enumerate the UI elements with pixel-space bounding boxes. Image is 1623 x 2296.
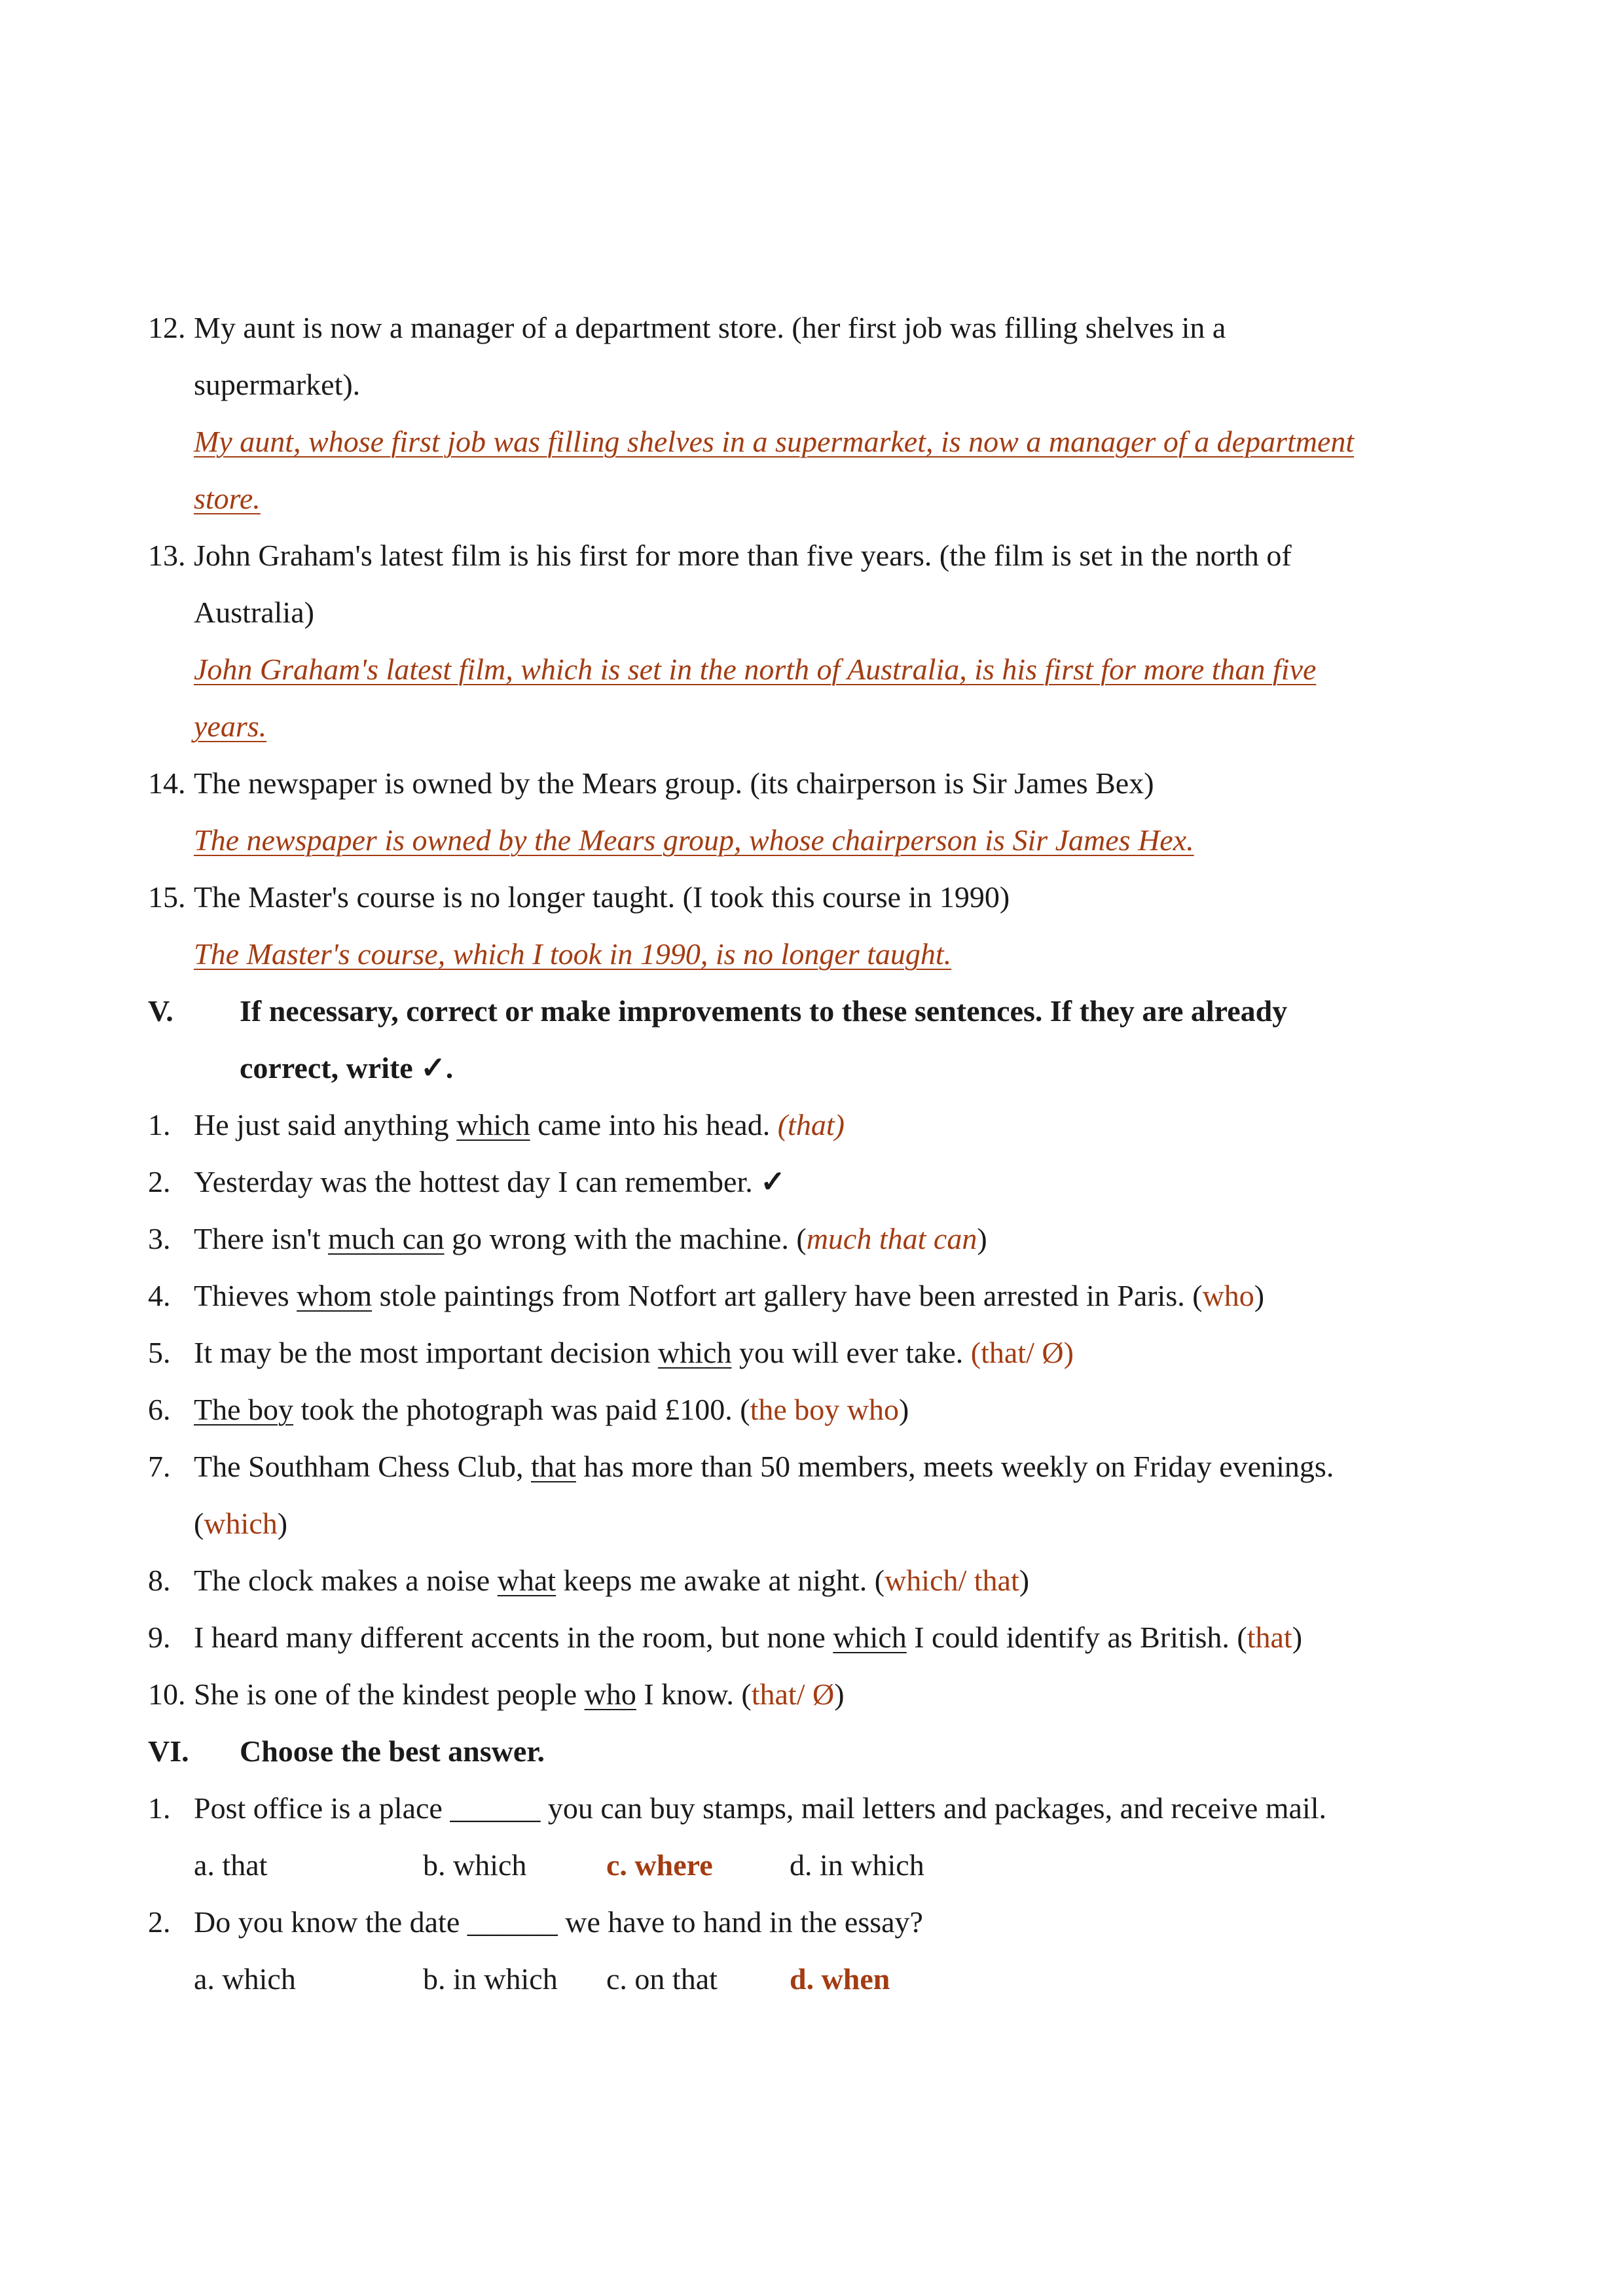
item-number: 2. [148,1905,171,1939]
item-text: came into his head. [530,1108,778,1141]
item-text: has more than 50 members, meets weekly on Friday evenings. [575,1450,1334,1483]
question-number: 15. [148,880,186,914]
option-a: a. which [194,1962,296,1996]
question-text: John Graham's latest film is his first for more than five years. (the film is set in the north of [194,539,1292,572]
correction-answer: which [204,1507,278,1540]
answer-12-line-1: My aunt, whose first job was filling shelves in a supermarket, is now a manager of a department [194,425,1355,458]
item-text: ) [898,1393,909,1426]
question-text: The Master's course is no longer taught. (I took this course in 1990) [194,880,1010,914]
option-c-correct: c. where [606,1848,713,1882]
item-text: The clock makes a noise [194,1564,498,1597]
correction-item-3 [148,1222,987,1255]
item-number: 10. [148,1677,186,1711]
underlined-word: The boy [194,1393,294,1426]
question-14-line-1 [148,766,1154,800]
item-text: ) [1292,1621,1303,1654]
item-number: 7. [148,1450,171,1483]
item-text: ) [1019,1564,1030,1597]
item-text: I know. ( [636,1677,752,1711]
question-number: 12. [148,311,186,344]
item-text: ) [977,1222,987,1255]
item-number: 1. [148,1791,171,1825]
check-mark-icon: ✓ [760,1165,786,1198]
question-number: 13. [148,539,186,572]
item-number: 9. [148,1621,171,1654]
item-text: ( [194,1507,204,1540]
correction-item-4 [148,1279,1265,1312]
item-number: 3. [148,1222,171,1255]
correction-item-5 [148,1336,1074,1369]
item-text: ) [277,1507,288,1540]
item-text: ) [1254,1279,1265,1312]
section-vi-heading [148,1734,545,1768]
correction-answer: much that can [806,1222,977,1255]
answer-12-line-2: store. [194,482,261,515]
correction-answer: which/ that [884,1564,1019,1597]
item-text: He just said anything [194,1108,457,1141]
question-text: My aunt is now a manager of a department store. (her first job was filling shelves in a [194,311,1226,344]
question-15-line-1 [148,880,1010,914]
item-text: There isn't [194,1222,329,1255]
correction-answer: who [1202,1279,1254,1312]
option-d: d. in which [790,1848,924,1882]
item-number: 4. [148,1279,171,1312]
mc-question-2 [148,1905,923,1939]
underlined-word: whom [297,1279,373,1312]
question-13-line-1 [148,539,1292,572]
underlined-word: which [833,1621,907,1654]
correction-item-1 [148,1108,845,1141]
underlined-word: much can [328,1222,445,1255]
option-b: b. in which [423,1962,558,1996]
option-c: c. on that [606,1962,718,1996]
underlined-word: what [497,1564,556,1597]
section-title: If necessary, correct or make improvements to these sentences. If they are already [240,994,1288,1028]
item-number: 8. [148,1564,171,1597]
answer-13-line-2: years. [194,709,267,743]
underlined-word: that [530,1450,576,1483]
underlined-word: who [584,1677,636,1711]
mc-question-1 [148,1791,1327,1825]
underlined-word: which [658,1336,732,1369]
question-13-line-2: Australia) [194,596,314,629]
item-number: 6. [148,1393,171,1426]
item-text: She is one of the kindest people [194,1677,585,1711]
answer-13-line-1: John Graham's latest film, which is set in the north of Australia, is his first for more than five [194,653,1317,686]
item-number: 1. [148,1108,171,1141]
item-text: Yesterday was the hottest day I can remember. [194,1165,761,1198]
section-number: VI. [148,1734,189,1768]
correction-answer: (that) [777,1108,845,1141]
underlined-word: which [456,1108,530,1141]
item-text: It may be the most important decision [194,1336,659,1369]
option-a: a. that [194,1848,268,1882]
correction-item-7 [148,1450,1334,1483]
correction-item-9 [148,1621,1303,1654]
section-title: Choose the best answer. [240,1734,545,1768]
question-12-line-1 [148,311,1226,344]
correction-answer: that/ Ø [751,1677,835,1711]
section-number: V. [148,994,173,1028]
item-text: I heard many different accents in the room, but none [194,1621,833,1654]
item-text: ) [834,1677,845,1711]
question-text: Post office is a place ______ you can buy stamps, mail letters and packages, and receive mail. [194,1791,1327,1825]
item-text: The Southham Chess Club, [194,1450,531,1483]
item-text: stole paintings from Notfort art gallery have been arrested in Paris. ( [372,1279,1203,1312]
question-number: 14. [148,766,186,800]
correction-item-2 [148,1165,786,1198]
option-b: b. which [423,1848,527,1882]
item-text: keeps me awake at night. ( [556,1564,885,1597]
item-text: I could identify as British. ( [906,1621,1247,1654]
correction-answer: the boy who [750,1393,899,1426]
question-text: The newspaper is owned by the Mears group. (its chairperson is Sir James Bex) [194,766,1154,800]
correction-answer: (that/ Ø) [970,1336,1074,1369]
item-number: 5. [148,1336,171,1369]
item-text: go wrong with the machine. ( [444,1222,807,1255]
correction-answer: that [1247,1621,1292,1654]
correction-item-6 [148,1393,909,1426]
item-number: 2. [148,1165,171,1198]
item-text: Thieves [194,1279,297,1312]
question-12-line-2: supermarket). [194,368,361,401]
item-text: took the photograph was paid £100. ( [293,1393,750,1426]
option-d-correct: d. when [790,1962,890,1996]
section-v-heading [148,994,1288,1028]
item-text: you will ever take. [731,1336,971,1369]
section-v-heading-line-2: correct, write ✓. [240,1051,454,1085]
answer-15-line-1: The Master's course, which I took in 1990, is no longer taught. [194,937,952,971]
answer-14-line-1: The newspaper is owned by the Mears group, whose chairperson is Sir James Hex. [194,823,1194,857]
question-text: Do you know the date ______ we have to hand in the essay? [194,1905,923,1939]
correction-item-8 [148,1564,1030,1597]
correction-item-7-line-2 [194,1509,287,1539]
correction-item-10 [148,1677,845,1711]
